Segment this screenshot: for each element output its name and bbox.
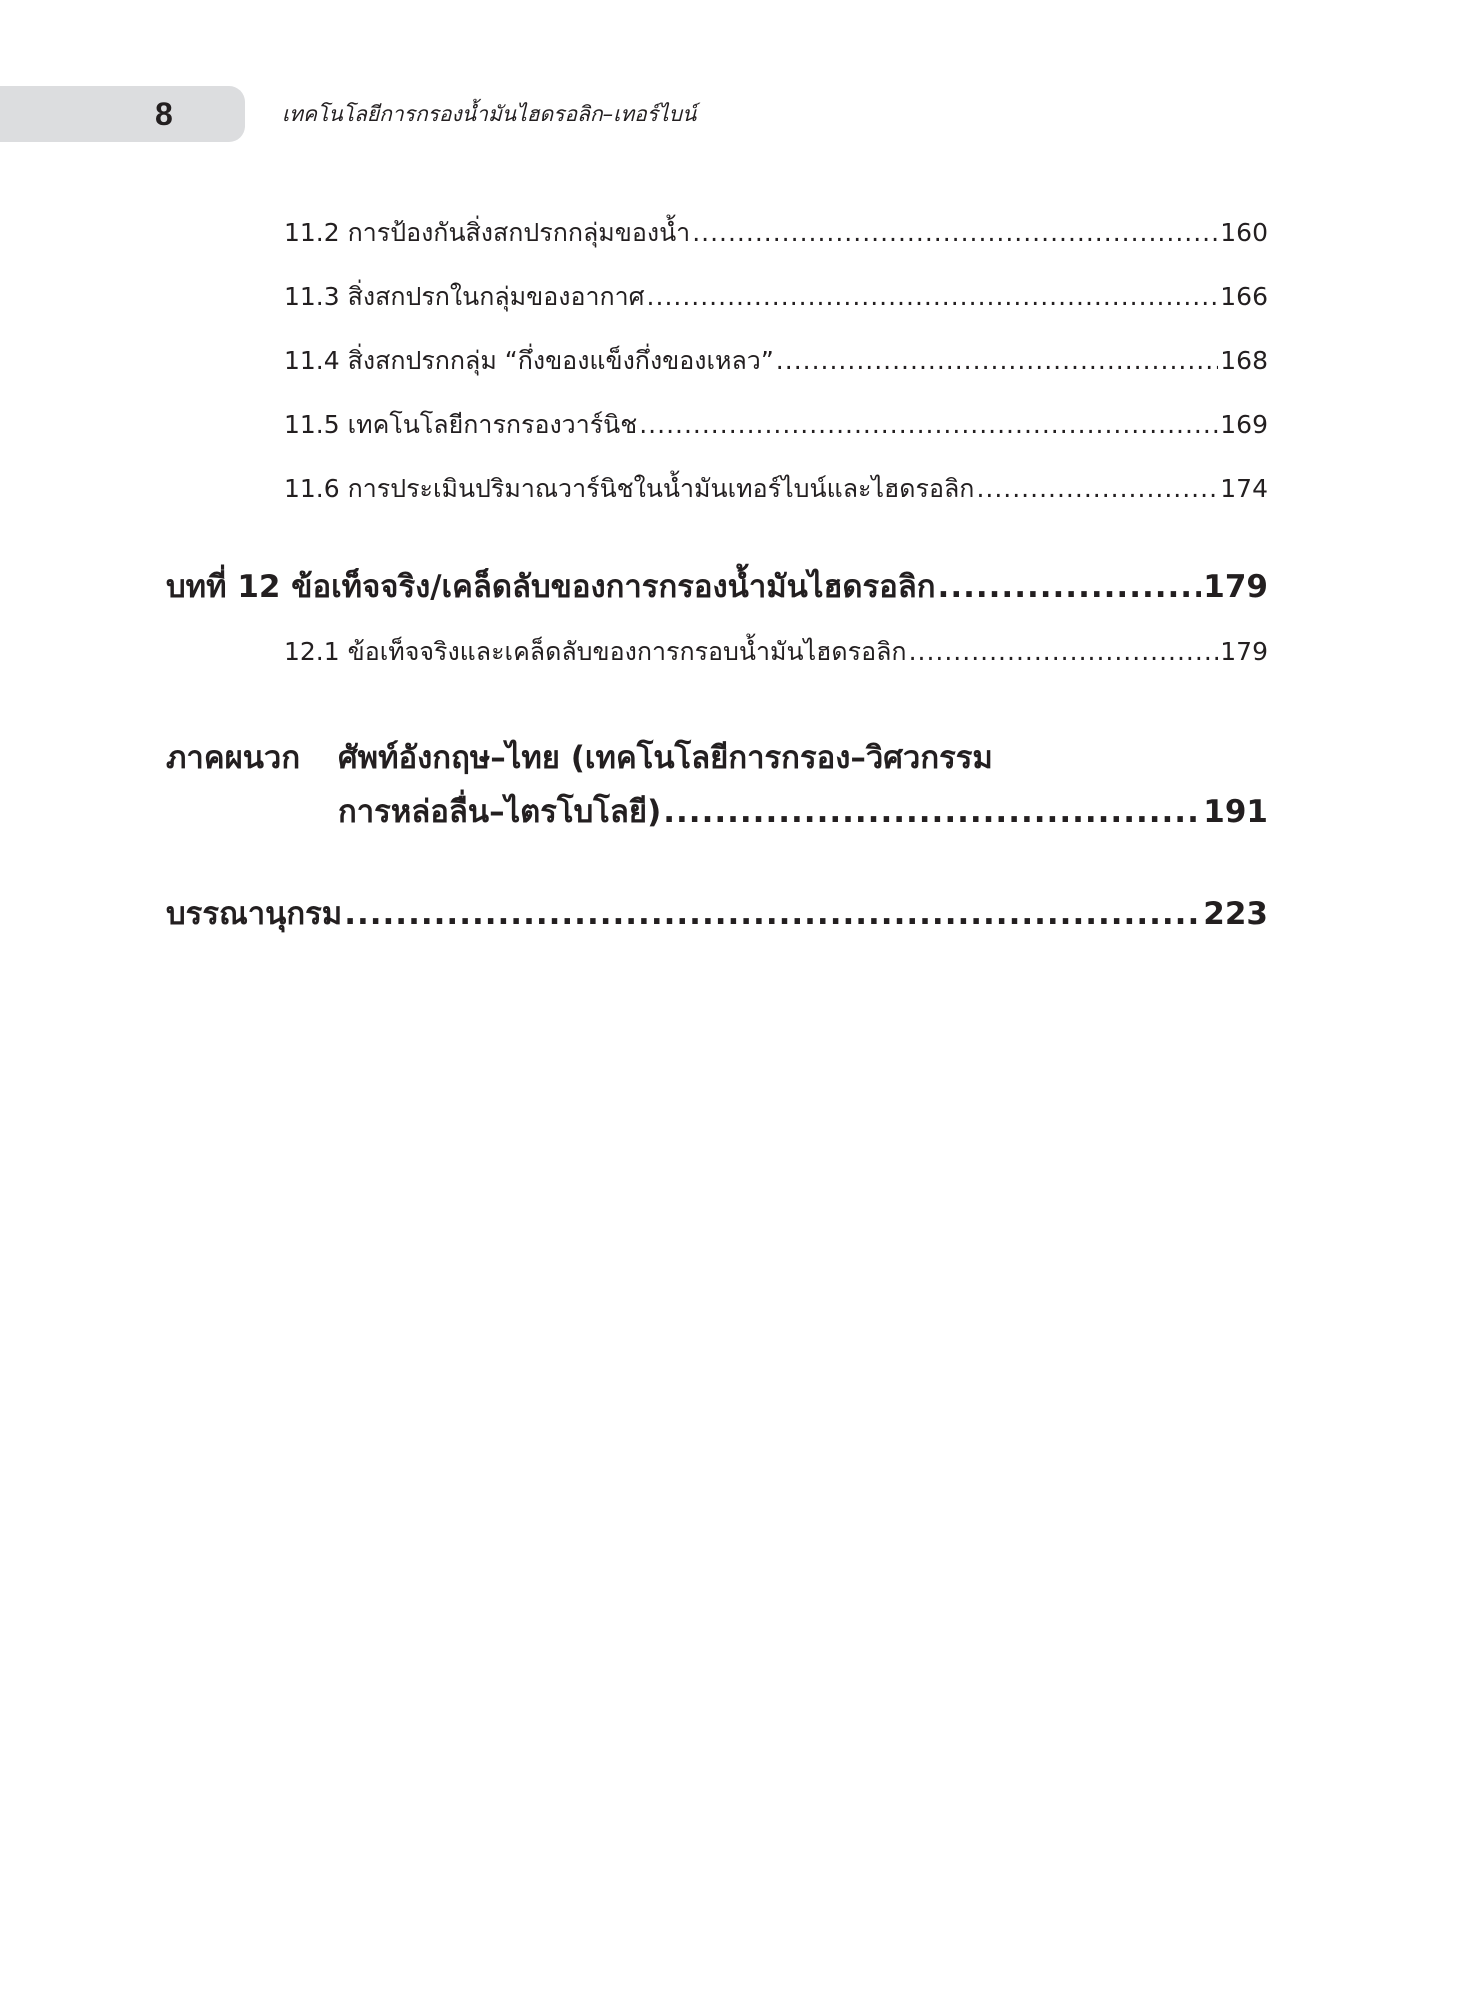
toc-entry-label: 11.4 สิ่งสกปรกกลุ่ม “กึ่งของแข็งกึ่งของเหลว” <box>284 346 774 375</box>
toc-entry-label: 11.6 การประเมินปริมาณวาร์นิชในน้ำมันเทอร์ไบน์และไฮดรอลิก <box>284 474 975 503</box>
toc-page-number: 191 <box>1203 794 1268 830</box>
leader-dots <box>938 561 1202 613</box>
toc-entry-11-5[interactable] <box>284 403 1268 447</box>
toc-page-number: 168 <box>1220 346 1268 375</box>
appendix-title-line-2: การหล่อลื่น–ไตรโบโลยี) <box>338 794 662 830</box>
toc-index[interactable] <box>166 888 1268 940</box>
toc-entry-11-6[interactable] <box>284 467 1268 511</box>
leader-dots <box>344 888 1201 940</box>
toc-page-number: 160 <box>1220 218 1268 247</box>
toc-entry-label: 11.5 เทคโนโลยีการกรองวาร์นิช <box>284 410 638 439</box>
toc-chapter-12[interactable] <box>166 561 1268 613</box>
toc-page-number: 169 <box>1220 410 1268 439</box>
running-title: เทคโนโลยีการกรองน้ำมันไฮดรอลิก–เทอร์ไบน์ <box>282 102 697 126</box>
appendix-title-line-1: ศัพท์อังกฤษ–ไทย (เทคโนโลยีการกรอง–วิศวกรรม <box>338 740 993 776</box>
toc-page-number: 174 <box>1220 474 1268 503</box>
toc-index-label: บรรณานุกรม <box>166 896 343 932</box>
leader-dots <box>639 403 1218 447</box>
leader-dots <box>909 630 1219 674</box>
leader-dots <box>663 786 1201 838</box>
leader-dots <box>776 339 1218 383</box>
toc-entry-label: 11.3 สิ่งสกปรกในกลุ่มของอากาศ <box>284 282 645 311</box>
toc-page-number: 179 <box>1220 637 1268 666</box>
page-number: 8 <box>155 96 173 132</box>
toc-entry-11-2[interactable] <box>284 211 1268 255</box>
toc-appendix[interactable] <box>166 732 1268 830</box>
toc-chapter-label: บทที่ 12 ข้อเท็จจริง/เคล็ดลับของการกรองน้ำมันไฮดรอลิก <box>166 569 936 605</box>
toc-page-number: 223 <box>1203 896 1268 932</box>
leader-dots <box>692 211 1218 255</box>
leader-dots <box>976 467 1218 511</box>
appendix-title-line-2-row <box>338 786 1268 838</box>
leader-dots <box>647 275 1219 319</box>
toc-page-number: 179 <box>1203 569 1268 605</box>
toc-entry-11-4[interactable] <box>284 339 1268 383</box>
toc-entry-label: 11.2 การป้องกันสิ่งสกปรกกลุ่มของน้ำ <box>284 218 691 247</box>
toc-entry-11-3[interactable] <box>284 275 1268 319</box>
appendix-label: ภาคผนวก <box>166 740 301 776</box>
toc-page-number: 166 <box>1220 282 1268 311</box>
toc-entry-12-1[interactable] <box>284 630 1268 674</box>
toc-entry-label: 12.1 ข้อเท็จจริงและเคล็ดลับของการกรอบน้ำมันไฮดรอลิก <box>284 637 907 666</box>
